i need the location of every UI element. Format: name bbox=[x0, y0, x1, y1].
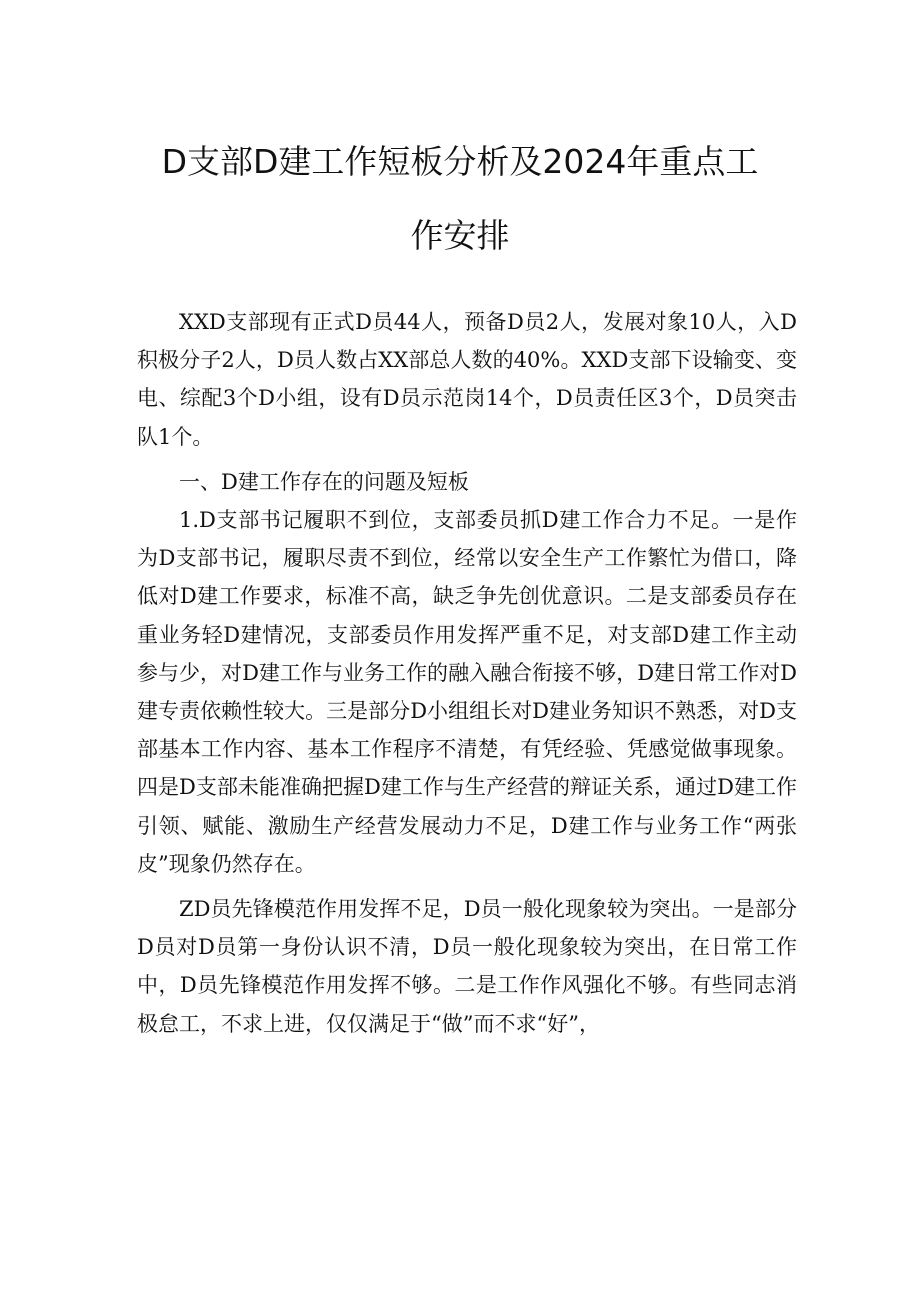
paragraph-item-1: 1.D支部书记履职不到位，支部委员抓D建工作合力不足。一是作为D支部书记，履职尽责不到位，经常以安全生产工作繁忙为借口，降低对D建工作要求，标准不高，缺乏争先创优意识。二是支部委员存在重业务轻D建情况，支部委员作用发挥严重不足，对支部D建工作主动参与少，对D建工作与业务工作的融入融合衔接不够，D建日常工作对D建专责依赖性较大。三是部分D小组组长对D建业务知识不熟悉，对D支部基本工作内容、基本工作程序不清楚，有凭经验、凭感觉做事现象。四是D支部未能准确把握D建工作与生产经营的辩证关系，通过D建工作引领、赋能、激励生产经营发展动力不足，D建工作与业务工作“两张皮”现象仍然存在。 bbox=[137, 508, 797, 876]
document-title-line-1: D支部D建工作短板分析及2024年重点工 bbox=[161, 142, 759, 181]
document-title-line-2: 作安排 bbox=[410, 216, 510, 255]
document-body bbox=[137, 303, 797, 1043]
paragraph-item-2: ZD员先锋模范作用发挥不足，D员一般化现象较为突出。一是部分D员对D员第一身份认识不清，D员一般化现象较为突出，在日常工作中，D员先锋模范作用发挥不够。二是工作作风强化不够。有些同志消极怠工，不求上进，仅仅满足于“做”而不求“好”， bbox=[137, 897, 797, 1036]
section-heading-problems: 一、D建工作存在的问题及短板 bbox=[179, 469, 469, 494]
paragraph-overview: XXD支部现有正式D员44人，预备D员2人，发展对象10人，入D积极分子2人，D员人数占XX部总人数的40%。XXD支部下设输变、变电、综配3个D小组，设有D员示范岗14个，D员责任区3个，D员突击队1个。 bbox=[137, 310, 797, 449]
